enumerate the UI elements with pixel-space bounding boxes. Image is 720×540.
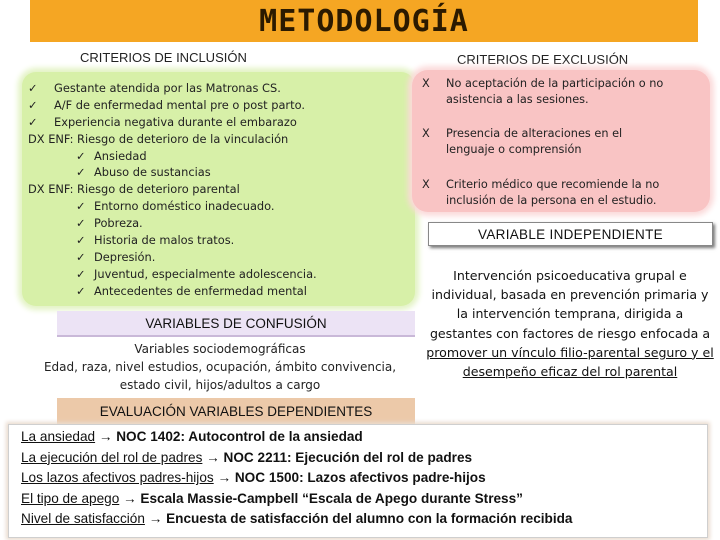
inclusion-item-text: DX ENF: Riesgo de deterioro de la vinculación: [28, 131, 289, 146]
inclusion-item: [28, 80, 409, 97]
x-mark-icon: X: [422, 178, 430, 191]
arrow-right-icon: →: [119, 490, 141, 506]
inclusion-item: [28, 131, 409, 148]
check-icon: ✓: [76, 148, 86, 163]
inclusion-criteria-box: [22, 72, 415, 306]
dependent-variable-measure: Escala Massie-Campbell “Escala de Apego durante Stress”: [140, 490, 523, 506]
x-mark-icon: X: [422, 127, 430, 140]
arrow-right-icon: →: [202, 449, 224, 465]
dependent-variable-row: [21, 489, 523, 509]
inclusion-item-text: Entorno doméstico inadecuado.: [94, 199, 275, 214]
confusion-variables-heading: VARIABLES DE CONFUSIÓN: [57, 311, 415, 337]
dependent-variable-name: La ejecución del rol de padres: [21, 449, 203, 465]
confusion-variables-body: [25, 337, 415, 399]
inclusion-item-text: Ansiedad: [94, 148, 147, 163]
dependent-variable-measure: NOC 1402: Autocontrol de la ansiedad: [116, 429, 363, 444]
inclusion-item-text: Depresión.: [94, 249, 156, 264]
inclusion-item: [28, 164, 409, 181]
check-icon: ✓: [76, 249, 86, 264]
title-banner: [30, 0, 698, 42]
inclusion-item-text: Pobreza.: [94, 216, 143, 231]
check-icon: ✓: [76, 233, 86, 248]
arrow-right-icon: →: [213, 470, 235, 485]
dependent-variables-box: [8, 424, 708, 538]
check-icon: ✓: [28, 81, 38, 95]
inclusion-item: [28, 148, 409, 165]
inclusion-item-text: DX ENF: Riesgo de deterioro parental: [28, 182, 240, 197]
page-title: METODOLOGÍA: [259, 3, 469, 39]
exclusion-item: [422, 126, 702, 157]
dependent-variable-name: El tipo de apego: [21, 490, 120, 506]
dependent-variable-row: [21, 427, 363, 447]
inclusion-item: [28, 114, 409, 131]
dependent-variable-name: Nivel de satisfacción: [21, 511, 145, 526]
independent-text-underlined: promover un vínculo filio-parental seguro y el desempeño eficaz del rol parental: [426, 344, 714, 380]
exclusion-item-line: inclusión de la persona en el estudio.: [446, 193, 657, 207]
inclusion-item-text: Historia de malos tratos.: [94, 233, 235, 248]
inclusion-item: [28, 97, 409, 114]
arrow-right-icon: →: [95, 429, 117, 444]
check-icon: ✓: [76, 165, 86, 180]
dependent-variable-measure: NOC 2211: Ejecución del rol de padres: [223, 449, 473, 465]
inclusion-item-text: Experiencia negativa durante el embarazo: [54, 114, 297, 129]
check-icon: ✓: [76, 283, 86, 298]
check-icon: ✓: [28, 97, 38, 112]
dependent-variable-name: La ansiedad: [21, 429, 96, 444]
inclusion-item: [28, 215, 409, 232]
inclusion-item: [28, 249, 409, 266]
x-mark-icon: X: [422, 77, 430, 90]
confusion-line: Variables sociodemográficas: [134, 342, 306, 356]
exclusion-criteria-box: [412, 70, 710, 212]
check-icon: ✓: [76, 266, 86, 281]
check-icon: ✓: [76, 199, 86, 214]
dependent-variable-row: [21, 509, 573, 529]
inclusion-item: [28, 283, 409, 300]
dependent-variables-heading: EVALUACIÓN VARIABLES DEPENDIENTES: [57, 398, 415, 424]
inclusion-item: [28, 266, 409, 283]
independent-text-plain: Intervención psicoeducativa grupal e individual, basada en prevención primaria y la intervención temprana, dirigida a gestantes con factores de riesgo enfocada a: [429, 268, 711, 341]
exclusion-item: [422, 177, 702, 208]
exclusion-item-line: Criterio médico que recomiende la no: [446, 178, 660, 191]
exclusion-item-line: Presencia de alteraciones en el: [446, 127, 623, 140]
exclusion-item-line: No aceptación de la participación o no: [446, 77, 664, 90]
confusion-line: estado civil, hijos/adultos a cargo: [119, 378, 321, 392]
inclusion-item-text: Juventud, especialmente adolescencia.: [94, 266, 317, 281]
inclusion-item: [28, 181, 409, 198]
inclusion-heading: CRITERIOS DE INCLUSIÓN: [80, 50, 247, 65]
confusion-line: Edad, raza, nivel estudios, ocupación, ámbito convivencia,: [43, 360, 397, 374]
dependent-variable-row: [21, 448, 472, 468]
inclusion-item-text: Gestante atendida por las Matronas CS.: [54, 81, 281, 95]
check-icon: ✓: [76, 216, 86, 231]
independent-variable-heading: VARIABLE INDEPENDIENTE: [428, 222, 713, 246]
exclusion-item: [422, 76, 702, 107]
exclusion-item-line: lenguaje o comprensión: [446, 142, 582, 156]
inclusion-item-text: A/F de enfermedad mental pre o post parto.: [54, 97, 305, 112]
inclusion-item: [28, 232, 409, 249]
dependent-variable-name: Los lazos afectivos padres-hijos: [21, 470, 214, 485]
inclusion-item-text: Antecedentes de enfermedad mental: [94, 283, 307, 298]
exclusion-heading: CRITERIOS DE EXCLUSIÓN: [457, 52, 629, 67]
arrow-right-icon: →: [144, 511, 167, 526]
dependent-variable-measure: NOC 1500: Lazos afectivos padre-hijos: [234, 470, 486, 485]
inclusion-item-text: Abuso de sustancias: [94, 165, 211, 180]
exclusion-item-line: asistencia a las sesiones.: [446, 92, 589, 106]
dependent-variable-measure: Encuesta de satisfacción del alumno con la formación recibida: [166, 511, 573, 526]
check-icon: ✓: [28, 114, 38, 129]
independent-variable-text: [424, 266, 716, 381]
inclusion-item: [28, 198, 409, 215]
dependent-variable-row: [21, 468, 486, 488]
